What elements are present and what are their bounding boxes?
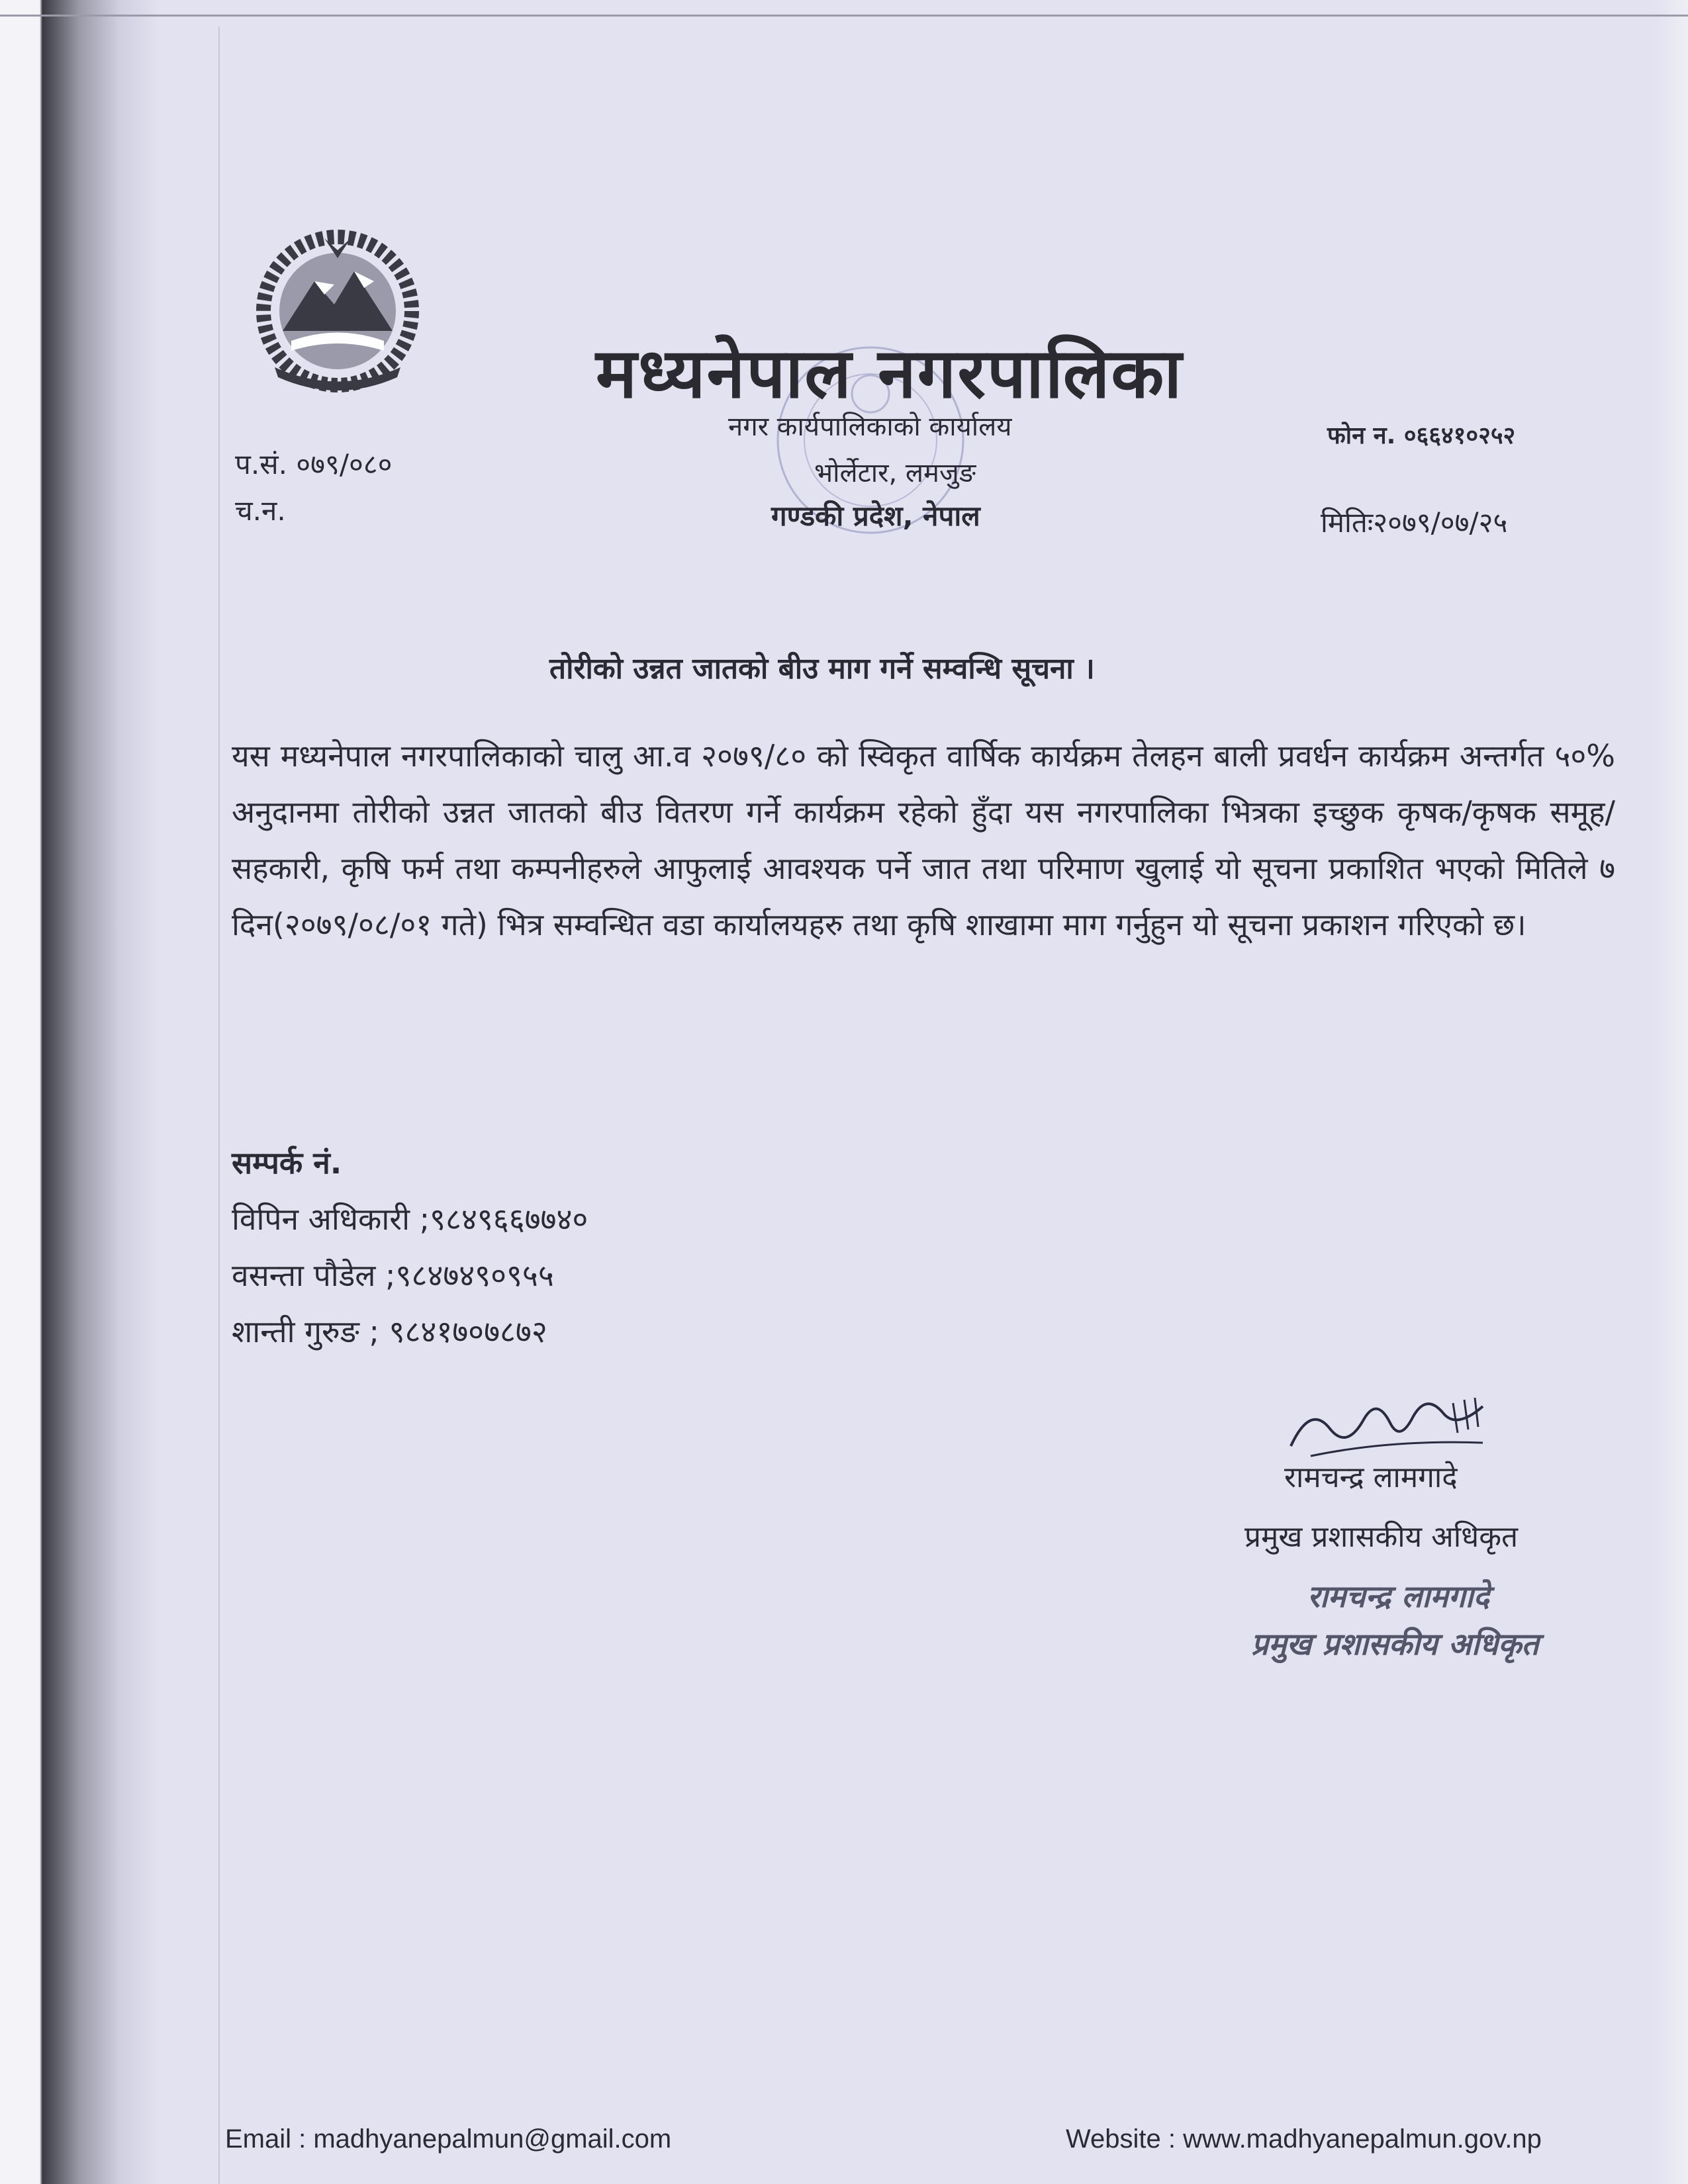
notice-subject: तोरीको उन्नत जातको बीउ माग गर्ने सम्वन्धि सूचना । bbox=[549, 652, 1095, 686]
scan-top-edge bbox=[0, 15, 1688, 17]
municipality-name: मध्यनेपाल नगरपालिका bbox=[596, 333, 1184, 414]
letter-date: मितिः२०७९/०७/२५ bbox=[1321, 506, 1508, 539]
handwritten-signature-icon bbox=[1284, 1383, 1496, 1463]
footer-website: Website : www.madhyanepalmun.gov.np bbox=[1066, 2124, 1542, 2154]
contact-item: वसन्ता पौडेल ;९८४७४९०९५५ bbox=[232, 1257, 554, 1293]
footer-email: Email : madhyanepalmun@gmail.com bbox=[225, 2124, 672, 2154]
seal-designation: प्रमुख प्रशासकीय अधिकृत bbox=[1251, 1626, 1539, 1662]
dispatch-number: च.न. bbox=[235, 494, 286, 527]
province-line: गण्डकी प्रदेश, नेपाल bbox=[771, 500, 980, 532]
reference-number: प.सं. ०७९/०८० bbox=[235, 448, 393, 480]
signatory-name: रामचन्द्र लामगादे bbox=[1284, 1461, 1458, 1494]
contact-heading: सम्पर्क नं. bbox=[232, 1145, 342, 1181]
nepal-emblem-icon bbox=[242, 218, 434, 397]
contact-item: विपिन अधिकारी ;९८४९६६७७४० bbox=[232, 1201, 588, 1237]
contact-item: शान्ती गुरुङ ; ९८४१७०७८७२ bbox=[232, 1314, 547, 1349]
seal-name: रामचन्द्र लामगादे bbox=[1307, 1578, 1489, 1614]
office-address: भोर्लेटार, लमजुङ bbox=[814, 458, 976, 488]
office-name: नगर कार्यपालिकाको कार्यालय bbox=[728, 412, 1012, 442]
phone-number: फोन न. ०६६४१०२५२ bbox=[1327, 422, 1516, 449]
signatory-designation: प्रमुख प्रशासकीय अधिकृत bbox=[1244, 1520, 1519, 1554]
sheet-edge bbox=[218, 26, 220, 2184]
notice-body: यस मध्यनेपाल नगरपालिकाको चालु आ.व २०७९/८० को स्विकृत वार्षिक कार्यक्रम तेलहन बाली प्रवर्धन कार्यक्रम अन्तर्गत ५०% अनुदानमा तोरीको उन्नत जातको बीउ वितरण गर्ने कार्यक्रम रहेको हुँदा यस नगरपालिका भित्रका इच्छुक कृषक/कृषक समूह/सहकारी, कृषि फर्म तथा कम्पनीहरुले आफुलाई आवश्यक पर्ने जात तथा परिमाण खुलाई यो सूचना प्रकाशित भएको मितिले ७ दिन(२०७९/०८/०१ गते) भित्र सम्वन्धित वडा कार्यालयहरु तथा कृषि शाखामा माग गर्नुहुन यो सूचना प्रकाशन गरिएको छ। bbox=[232, 738, 1615, 942]
